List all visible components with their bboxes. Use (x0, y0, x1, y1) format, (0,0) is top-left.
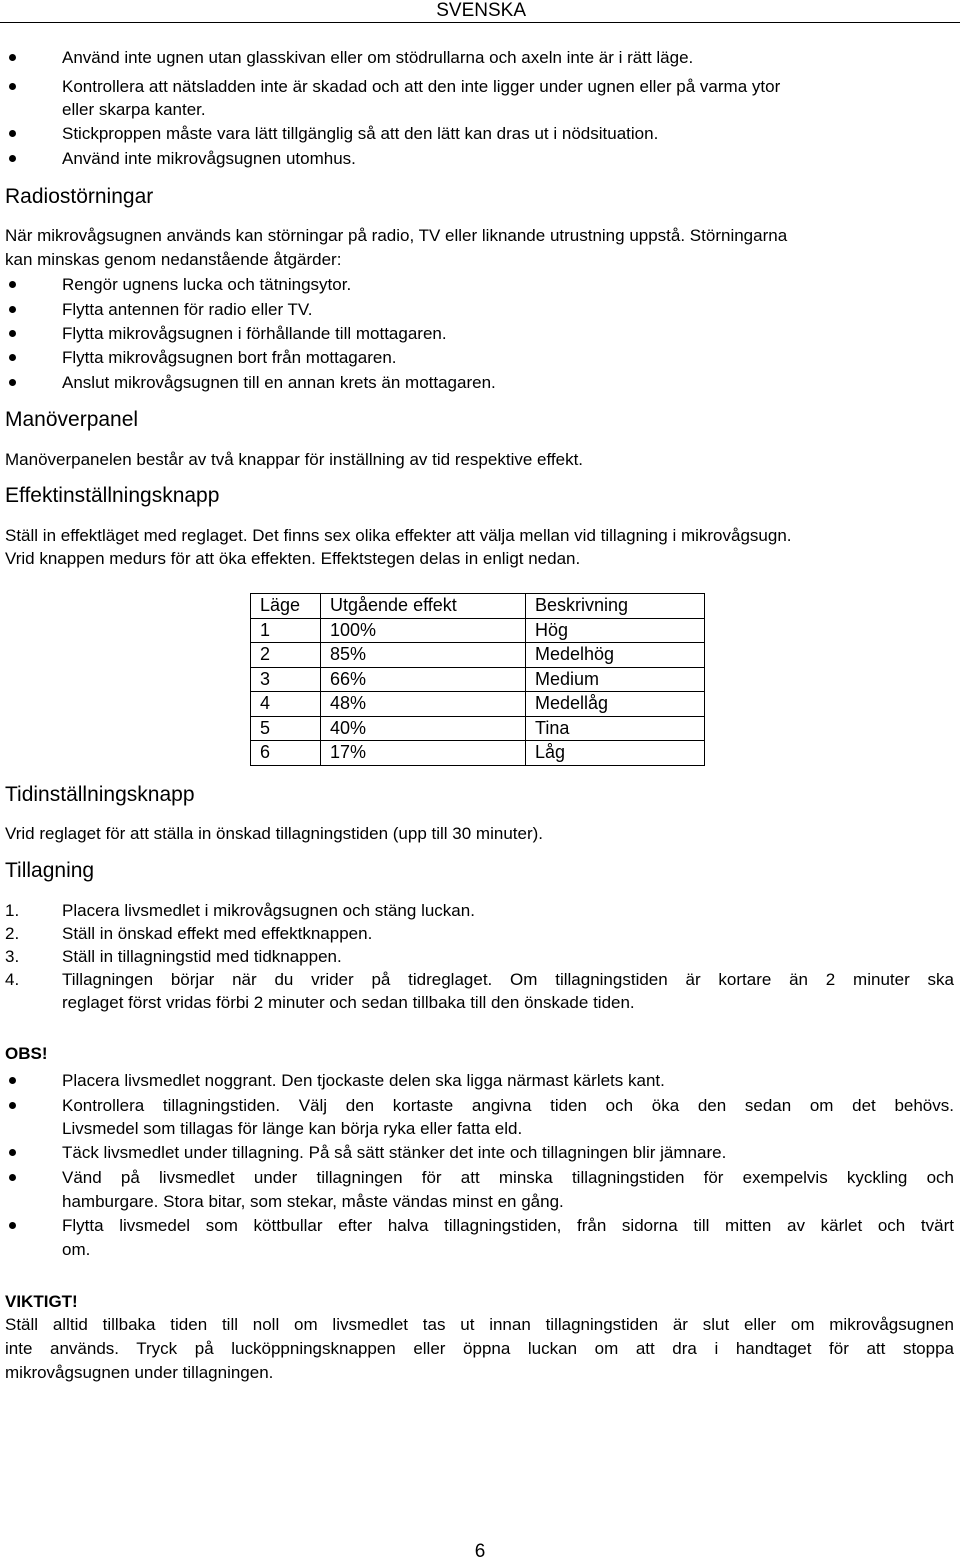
table-header-cell: Utgående effekt (321, 594, 526, 619)
table-cell: 100% (321, 618, 526, 643)
table-row (251, 643, 705, 668)
bullet-dot (9, 354, 16, 361)
table-cell: Medelhög (526, 643, 705, 668)
radio-bullet-1: Rengör ugnens lucka och tätningsytor. (62, 275, 352, 294)
important-label: VIKTIGT! (5, 1292, 78, 1311)
table-cell: Medellåg (526, 692, 705, 717)
important-line-2: inte används. Tryck på lucköppningsknappen eller öppna luckan om att dra i handtaget för att stoppa (5, 1339, 954, 1358)
table-cell: 6 (251, 741, 321, 766)
bullet-dot (9, 330, 16, 337)
obs-line-2: Kontrollera tillagningstiden. Välj den kortaste angivna tiden och öka den sedan om det behövs. (62, 1096, 954, 1115)
table-cell: 85% (321, 643, 526, 668)
header-divider (0, 22, 960, 23)
safety-bullet-2-cont: eller skarpa kanter. (62, 100, 206, 119)
table-cell: 2 (251, 643, 321, 668)
radio-bullet-5: Anslut mikrovågsugnen till en annan krets än mottagaren. (62, 373, 496, 392)
panel-text: Manöverpanelen består av två knappar för inställning av tid respektive effekt. (5, 450, 584, 469)
table-cell: 5 (251, 716, 321, 741)
radio-intro-2: kan minskas genom nedanstående åtgärder: (5, 250, 342, 269)
obs-line-5: Vänd på livsmedlet under tillagningen för att minska tillagningstiden för exempelvis kyckling och (62, 1168, 954, 1187)
bullet-dot (9, 1174, 16, 1181)
bullet-dot (9, 83, 16, 90)
obs-line-6: hamburgare. Stora bitar, som stekar, måste vändas minst en gång. (62, 1192, 564, 1211)
bullet-dot (9, 130, 16, 137)
timer-knob-text: Vrid reglaget för att ställa in önskad tillagningstiden (upp till 30 minuter). (5, 824, 543, 843)
step-text: Tillagningen börjar när du vrider på tidreglaget. Om tillagningstiden är kortare än 2 minuter ska (62, 970, 954, 989)
bullet-dot (9, 54, 16, 61)
power-level-table (250, 593, 705, 766)
table-cell: Tina (526, 716, 705, 741)
obs-line-4: Täck livsmedlet under tillagning. På så sätt stänker det inte och tillagningen blir jämnare. (62, 1143, 727, 1162)
radio-heading: Radiostörningar (5, 185, 154, 208)
important-line-3: mikrovågsugnen under tillagningen. (5, 1363, 274, 1382)
important-line-1: Ställ alltid tillbaka tiden till noll om livsmedlet tas ut innan tillagningstiden är slut eller om mikrovågsugnen (5, 1315, 954, 1334)
safety-bullet-2: Kontrollera att nätsladden inte är skadad och att den inte ligger under ugnen eller på varma ytor (62, 77, 781, 96)
bullet-dot (9, 1149, 16, 1156)
radio-bullet-3: Flytta mikrovågsugnen i förhållande till mottagaren. (62, 324, 447, 343)
radio-intro-1: När mikrovågsugnen används kan störningar på radio, TV eller liknande utrustning uppstå. Störningarna (5, 226, 788, 245)
header-language: SVENSKA (436, 0, 526, 21)
bullet-dot (9, 1077, 16, 1084)
power-knob-line-2: Vrid knappen medurs för att öka effekten. Effektstegen delas in enligt nedan. (5, 549, 581, 568)
table-cell: 4 (251, 692, 321, 717)
table-cell: Medium (526, 667, 705, 692)
panel-heading: Manöverpanel (5, 408, 139, 431)
bullet-dot (9, 379, 16, 386)
table-row (251, 716, 705, 741)
table-header-cell: Beskrivning (526, 594, 705, 619)
step-text: Ställ in önskad effekt med effektknappen. (62, 924, 373, 943)
bullet-dot (9, 1222, 16, 1229)
bullet-dot (9, 155, 16, 162)
table-cell: 1 (251, 618, 321, 643)
table-cell: 40% (321, 716, 526, 741)
safety-bullet-3: Stickproppen måste vara lätt tillgänglig så att den lätt kan dras ut i nödsituation. (62, 124, 659, 143)
table-cell: Låg (526, 741, 705, 766)
safety-bullet-4: Använd inte mikrovågsugnen utomhus. (62, 149, 356, 168)
table-row (251, 667, 705, 692)
timer-knob-heading: Tidinställningsknapp (5, 783, 195, 806)
bullet-dot (9, 281, 16, 288)
step-text: Ställ in tillagningstid med tidknappen. (62, 947, 342, 966)
obs-line-3: Livsmedel som tillagas för länge kan börja ryka eller fatta eld. (62, 1119, 523, 1138)
radio-bullet-4: Flytta mikrovågsugnen bort från mottagaren. (62, 348, 397, 367)
table-row (251, 741, 705, 766)
page-number: 6 (474, 1541, 486, 1562)
table-cell: 48% (321, 692, 526, 717)
power-knob-heading: Effektinställningsknapp (5, 484, 220, 507)
table-row (251, 618, 705, 643)
table-cell: 3 (251, 667, 321, 692)
obs-line-8: om. (62, 1240, 91, 1259)
step-text-cont: reglaget först vridas förbi 2 minuter och sedan tillbaka till den önskade tiden. (62, 993, 635, 1012)
power-knob-line-1: Ställ in effektläget med reglaget. Det finns sex olika effekter att välja mellan vid tillagning i mikrovågsugn. (5, 526, 792, 545)
bullet-dot (9, 306, 16, 313)
table-cell: 17% (321, 741, 526, 766)
table-cell: Hög (526, 618, 705, 643)
step-text: Placera livsmedlet i mikrovågsugnen och stäng luckan. (62, 901, 475, 920)
step-number: 1. (5, 901, 20, 920)
radio-bullet-2: Flytta antennen för radio eller TV. (62, 300, 313, 319)
table-header-row (251, 594, 705, 619)
step-number: 4. (5, 970, 20, 989)
cooking-heading: Tillagning (5, 859, 95, 882)
obs-line-7: Flytta livsmedel som köttbullar efter halva tillagningstiden, från sidorna till mitten av kärlet och tvärt (62, 1216, 954, 1235)
obs-label: OBS! (5, 1044, 48, 1063)
bullet-dot (9, 1102, 16, 1109)
table-header-cell: Läge (251, 594, 321, 619)
table-cell: 66% (321, 667, 526, 692)
step-number: 3. (5, 947, 20, 966)
step-number: 2. (5, 924, 20, 943)
table-row (251, 692, 705, 717)
obs-line-1: Placera livsmedlet noggrant. Den tjockaste delen ska ligga närmast kärlets kant. (62, 1071, 665, 1090)
safety-bullet-1: Använd inte ugnen utan glasskivan eller om stödrullarna och axeln inte är i rätt läge. (62, 48, 694, 67)
